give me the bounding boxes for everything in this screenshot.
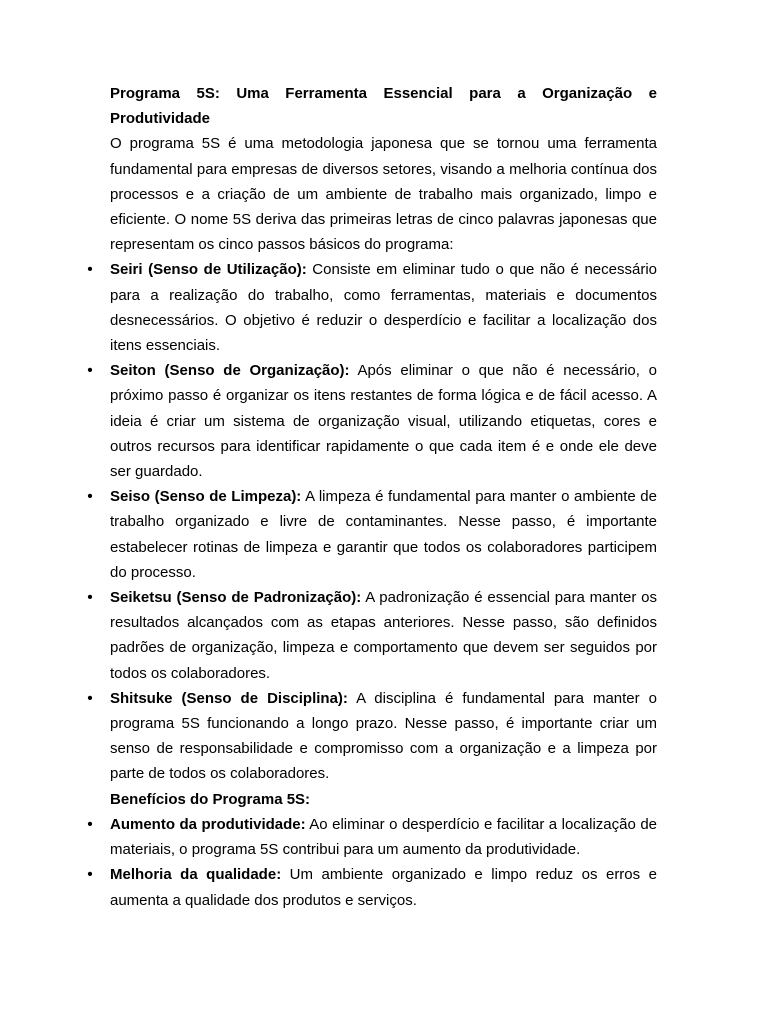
bullet-icon: • (87, 689, 93, 707)
item-text: Um ambiente organizado e limpo reduz os erros e aumenta a qualidade dos produtos e serviços. (110, 866, 657, 909)
item-text: A padronização é essencial para manter os resultados alcançados com as etapas anteriores. Nesse passo, são definidos padrões de organização, limpeza e comportamento que devem ser seguidos por todos os colaboradores. (110, 589, 657, 682)
item-term: Seiso (Senso de Limpeza): (110, 488, 302, 506)
item-text: A disciplina é fundamental para manter o programa 5S funcionando a longo prazo. Nesse passo, é importante criar um senso de responsabilidade e compromisso com a organização e a limpeza por parte de todos os colaboradores. (110, 689, 657, 783)
item-term: Shitsuke (Senso de Disciplina): (110, 689, 348, 707)
item-term: Melhoria da qualidade: (110, 866, 282, 884)
item-text: Consiste em eliminar tudo o que não é necessário para a realização do trabalho, como ferramentas, materiais e documentos desnecessários. O objetivo é reduzir o desperdício e facilitar a localização dos itens essenciais. (110, 261, 657, 355)
benefits-list (87, 812, 658, 913)
bullet-icon: • (87, 815, 93, 833)
document-title: Programa 5S: Uma Ferramenta Essencial para a Organização e Produtividade (110, 85, 657, 128)
item-text: A limpeza é fundamental para manter o ambiente de trabalho organizado e livre de contaminantes. Nesse passo, é importante estabelecer rotinas de limpeza e garantir que todos os colaboradores participem do processo. (110, 488, 657, 581)
list-item (87, 686, 657, 787)
item-term: Aumento da produtividade: (110, 815, 306, 833)
bullet-icon: • (87, 362, 93, 380)
bullet-icon: • (87, 589, 93, 607)
item-text: Ao eliminar o desperdício e facilitar a localização de materiais, o programa 5S contribui para um aumento da produtividade. (110, 815, 658, 859)
list-item (87, 812, 658, 862)
item-term: Seiketsu (Senso de Padronização): (110, 589, 362, 607)
senses-list (87, 257, 657, 786)
benefits-heading: Benefícios do Programa 5S: (110, 790, 311, 808)
item-text: Após eliminar o que não é necessário, o próximo passo é organizar os itens restantes de forma lógica e de fácil acesso. A ideia é criar um sistema de organização visual, utilizando etiquetas, cores e outros recursos para identificar rapidamente o que cada item é e onde ele deve ser guardado. (110, 362, 657, 481)
bullet-icon: • (87, 261, 93, 279)
list-item (87, 585, 657, 686)
list-item (87, 358, 657, 484)
list-item (87, 257, 657, 358)
list-item (87, 484, 657, 585)
bullet-icon: • (87, 866, 93, 884)
bullet-icon: • (87, 488, 93, 506)
intro-paragraph: O programa 5S é uma metodologia japonesa que se tornou uma ferramenta fundamental para empresas de diversos setores, visando a melhoria contínua dos processos e a criação de um ambiente de trabalho mais organizado, limpo e eficiente. O nome 5S deriva das primeiras letras de cinco palavras japonesas que representam os cinco passos básicos do programa: (110, 135, 657, 254)
item-term: Seiri (Senso de Utilização): (110, 261, 307, 279)
document-page (87, 81, 658, 913)
list-item (87, 862, 657, 912)
item-term: Seiton (Senso de Organização): (110, 362, 350, 380)
